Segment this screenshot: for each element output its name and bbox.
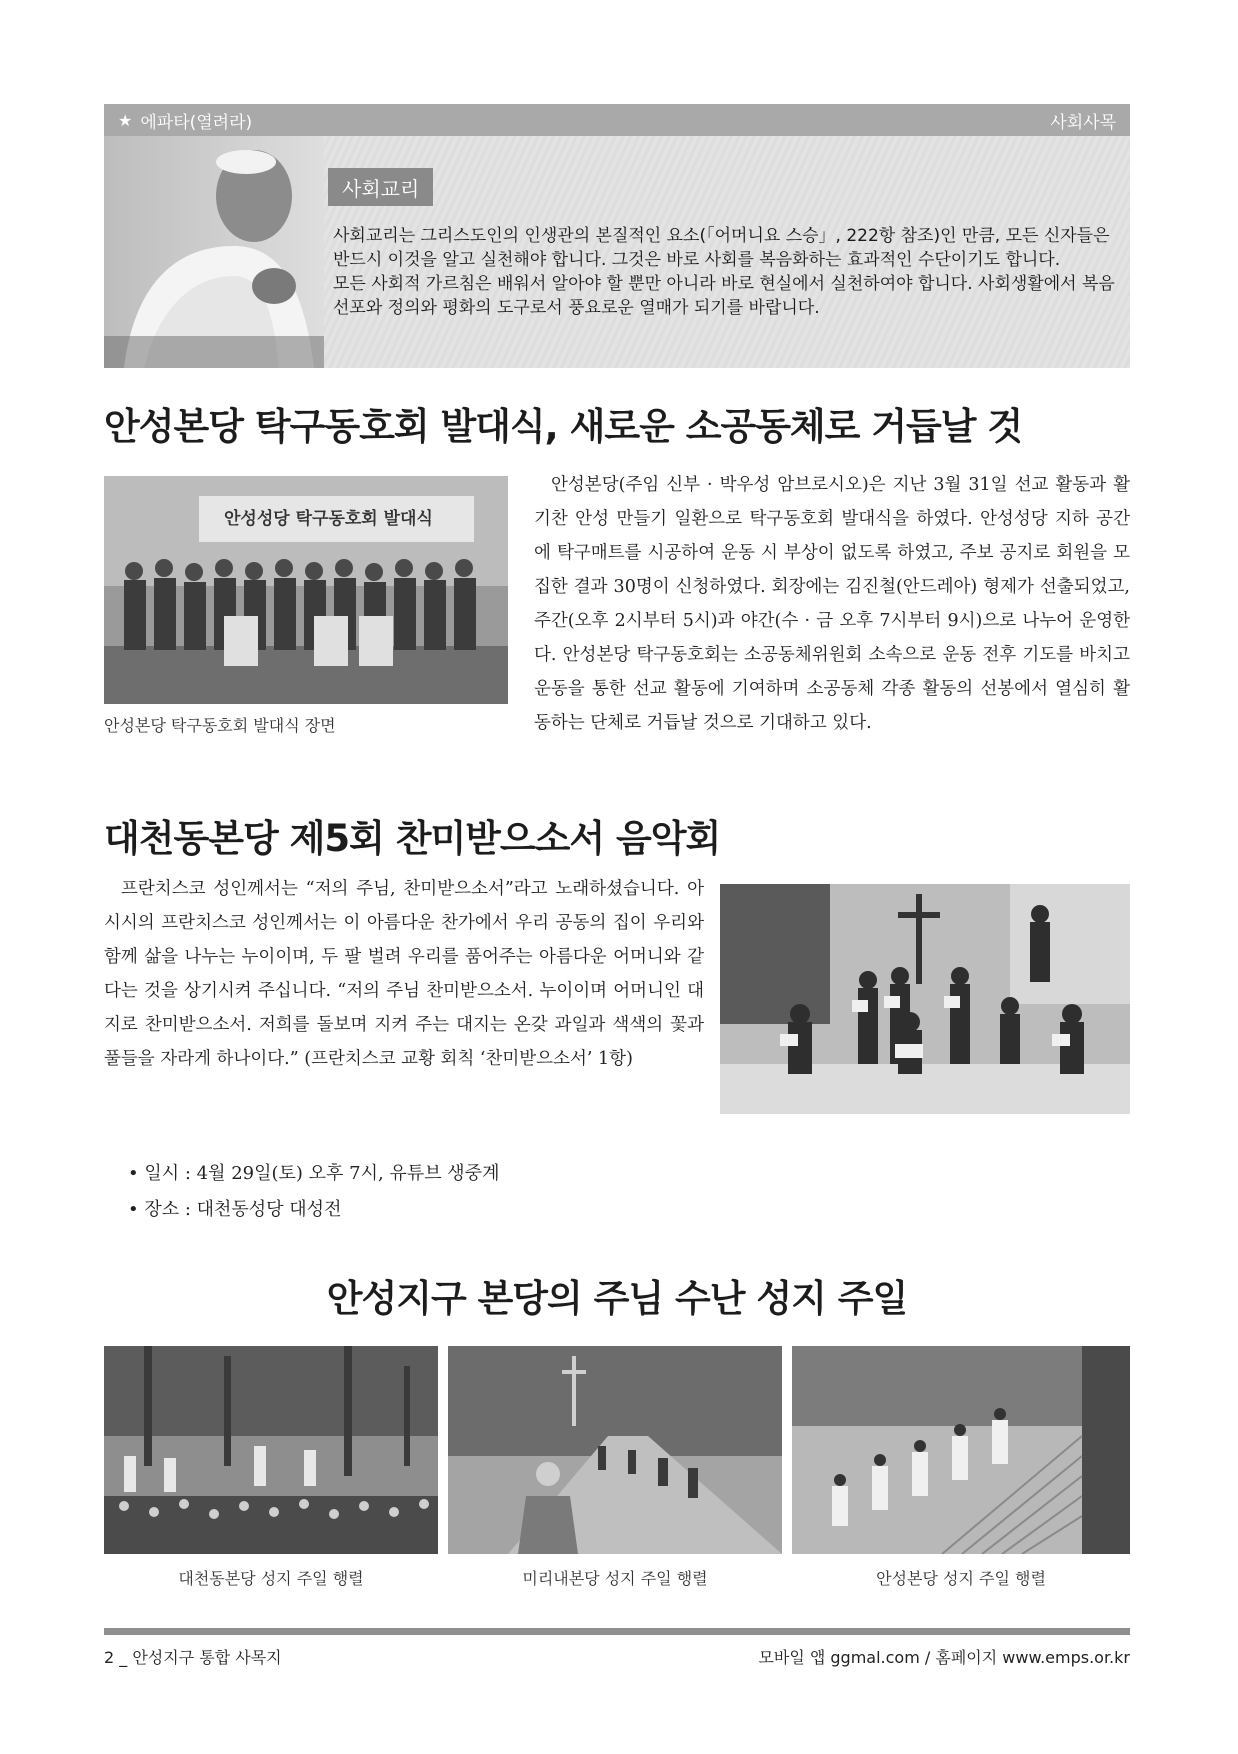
footer-divider xyxy=(104,1628,1130,1635)
doctrine-paragraph-1: 사회교리는 그리스도인의 인생관의 본질적인 요소(「어머니요 스승」, 222항 참조)인 만큼, 모든 신자들은 반드시 이것을 알고 실천해야 합니다. 그것은 바로 사회를 복음화하는 효과적인 수단이기도 합니다. xyxy=(333,226,1110,270)
section-category: 사회사목 xyxy=(1050,112,1116,133)
section-header-bar xyxy=(104,104,1130,136)
photo-caption-anseong: 안성본당 성지 주일 행렬 xyxy=(876,1569,1046,1588)
article2-body: 프란치스코 성인께서는 “저의 주님, 찬미받으소서”라고 노래하셨습니다. 아시시의 프란치스코 성인께서는 이 아름다운 찬가에서 우리 공동의 집이 우리와 함께 삶을 나누는 누이이며, 두 팔 벌려 우리를 품어주는 아름다운 어머니와 같다는 것을 상기시켜 주십니다. “저의 주님 찬미받으소서. 누이이며 어머니인 대지로 찬미받으소서. 저희를 돌보며 지켜 주는 대지는 온갖 과일과 색색의 꽃과 풀들을 자라게 하나이다.” (프란치스코 교황 회칙 ‘찬미받으소서’ 1항) xyxy=(104,879,704,1069)
concert-date-item: • 일시 : 4월 29일(토) 오후 7시, 유튜브 생중계 xyxy=(128,1156,499,1192)
section-header-left xyxy=(118,108,252,133)
photo-caption-mirinae: 미리내본당 성지 주일 행렬 xyxy=(522,1569,708,1588)
table-tennis-group-photo xyxy=(104,476,508,704)
social-doctrine-box xyxy=(104,136,1130,368)
daecheondong-procession-photo xyxy=(104,1346,438,1554)
photo-caption-daecheondong: 대천동본당 성지 주일 행렬 xyxy=(178,1569,364,1588)
article1-photo-caption: 안성본당 탁구동호회 발대식 장면 xyxy=(104,716,336,735)
doctrine-paragraph-2: 모든 사회적 가르침은 배워서 알아야 할 뿐만 아니라 바로 현실에서 실천하여야 합니다. 사회생활에서 복음 선포와 정의와 평화의 도구로서 풍요로운 열매가 되기를 바랍니다. xyxy=(333,274,1115,318)
star-icon: ★ xyxy=(118,110,133,130)
photo-banner-text: 안성성당 탁구동호회 발대식 xyxy=(224,509,433,529)
doctrine-text xyxy=(333,224,1123,320)
footer-contact: 모바일 앱 ggmal.com / 홈페이지 www.emps.or.kr xyxy=(758,1648,1130,1667)
anseong-procession-photo xyxy=(792,1346,1130,1554)
concert-details-list xyxy=(128,1156,499,1228)
article3-title: 안성지구 본당의 주님 수난 성지 주일 xyxy=(326,1277,908,1320)
section-label: 에파타(열려라) xyxy=(140,112,253,133)
article1-title: 안성본당 탁구동호회 발대식, 새로운 소공동체로 거듭날 것 xyxy=(104,405,1023,448)
mirinae-procession-photo xyxy=(448,1346,782,1554)
article2-title: 대천동본당 제5회 찬미받으소서 음악회 xyxy=(104,817,721,860)
concert-choir-photo xyxy=(720,884,1130,1114)
doctrine-tag: 사회교리 xyxy=(328,168,433,206)
concert-venue-item: • 장소 : 대천동성당 대성전 xyxy=(128,1192,499,1228)
pope-praying-photo xyxy=(104,136,324,368)
footer-page-info: 2 _ 안성지구 통합 사목지 xyxy=(104,1648,282,1667)
article1-body: 안성본당(주임 신부 · 박우성 암브로시오)은 지난 3월 31일 선교 활동과 활기찬 안성 만들기 일환으로 탁구동호회 발대식을 하였다. 안성성당 지하 공간에 탁구매트를 시공하여 운동 시 부상이 없도록 하였고, 주보 공지로 회원을 모집한 결과 30명이 신청하였다. 회장에는 김진철(안드레아) 형제가 선출되었고, 주간(오후 2시부터 5시)과 야간(수 · 금 오후 7시부터 9시)으로 나누어 운영한다. 안성본당 탁구동호회는 소공동체위원회 소속으로 운동 전후 기도를 바치고 운동을 통한 선교 활동에 기여하며 소공동체 각종 활동의 선봉에서 열심히 활동하는 단체로 거듭날 것으로 기대하고 있다. xyxy=(534,475,1131,733)
